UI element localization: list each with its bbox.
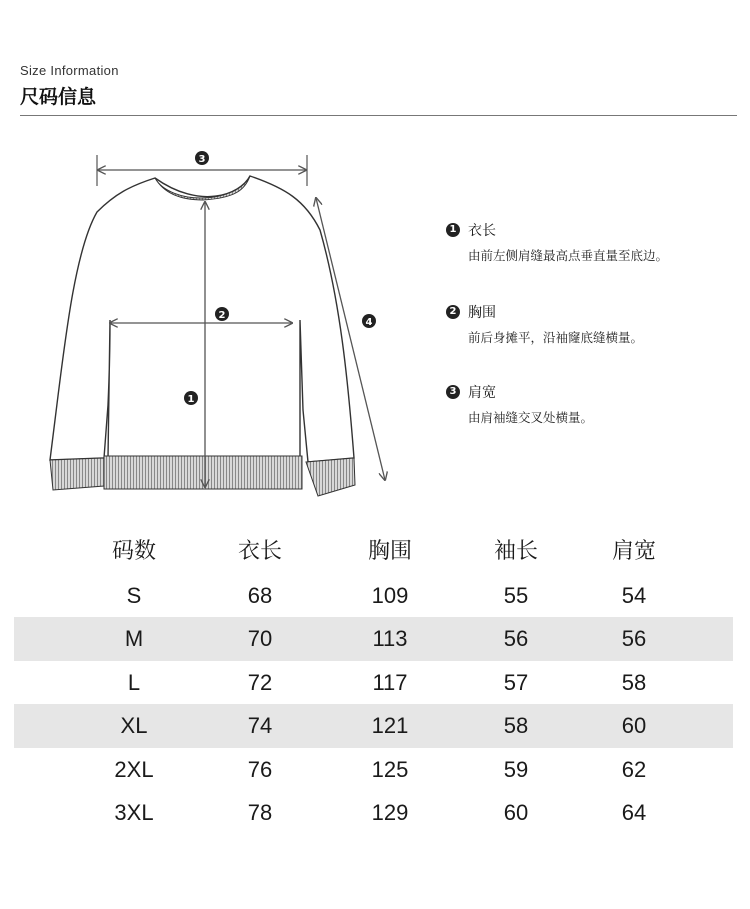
size-cell: L [127,669,141,695]
legend-description: 由肩袖缝交叉处横量。 [468,410,594,425]
svg-text:1: 1 [187,394,195,405]
shoulder-cell: 62 [621,756,647,782]
sleeve-cell: 56 [503,626,529,651]
table-row [14,791,733,835]
chest-cell: 113 [372,626,408,651]
sleeve-cell: 57 [503,669,529,695]
chest-cell: 109 [371,582,409,608]
shoulder-cell: 58 [621,669,647,695]
legend-description: 前后身摊平，沿袖窿底缝横量。 [468,330,644,345]
size-cell: XL [120,713,148,738]
chest-cell: 125 [371,756,409,782]
header-length: 衣长 [237,539,282,564]
header-title-en: Size Information [20,63,119,78]
length-cell: 72 [247,669,273,695]
header-shoulder: 肩宽 [611,539,656,564]
shoulder-cell: 60 [621,713,647,738]
svg-text:3: 3 [198,154,206,165]
length-cell: 74 [247,713,273,738]
shoulder-cell: 56 [621,626,647,651]
sleeve-cell: 58 [503,713,529,738]
marker-2 [215,307,229,321]
table-row [14,704,733,748]
header-title-cn: 尺码信息 [20,86,97,108]
legend-description: 由前左侧肩缝最高点垂直量至底边。 [468,248,669,263]
svg-text:4: 4 [365,317,373,328]
table-row [14,661,733,705]
header-chest: 胸围 [367,539,412,564]
chest-cell: 117 [372,669,408,695]
length-cell: 78 [247,800,273,825]
legend-item-shoulder [446,382,593,426]
sleeve-cell: 59 [503,756,529,782]
sleeve-cell: 60 [503,800,529,825]
svg-text:2: 2 [218,310,226,321]
legend-item-chest [446,302,643,346]
sweater-body-outline [50,176,354,462]
legend-title: 肩宽 [468,385,496,401]
chest-cell: 121 [371,713,409,738]
number-2-icon: 2 [446,305,460,319]
table-header-row [14,530,733,574]
header-sleeve: 袖长 [493,539,538,564]
number-3-icon: 3 [446,385,460,399]
left-cuff-rib [50,458,104,490]
chest-cell: 129 [371,800,409,825]
shoulder-cell: 64 [621,800,647,825]
table-row [14,617,733,661]
hem-rib [104,456,302,489]
size-cell: S [126,582,142,608]
shoulder-cell: 54 [621,582,647,608]
length-cell: 76 [247,756,273,782]
size-table [14,530,733,835]
legend-title: 胸围 [468,305,496,321]
sleeve-cell: 55 [503,582,529,608]
header-size: 码数 [111,539,156,564]
marker-1 [184,391,198,405]
right-cuff-rib [306,458,355,496]
size-cell: M [124,626,144,651]
table-row [14,574,733,618]
size-cell: 3XL [114,800,154,825]
table-row [14,748,733,792]
number-1-icon: 1 [446,223,460,237]
size-cell: 2XL [114,756,154,782]
legend-item-length [446,220,668,264]
marker-3 [195,151,209,165]
legend-title: 衣长 [468,223,496,239]
length-cell: 68 [247,582,273,608]
marker-4 [362,314,376,328]
length-cell: 70 [247,626,273,651]
